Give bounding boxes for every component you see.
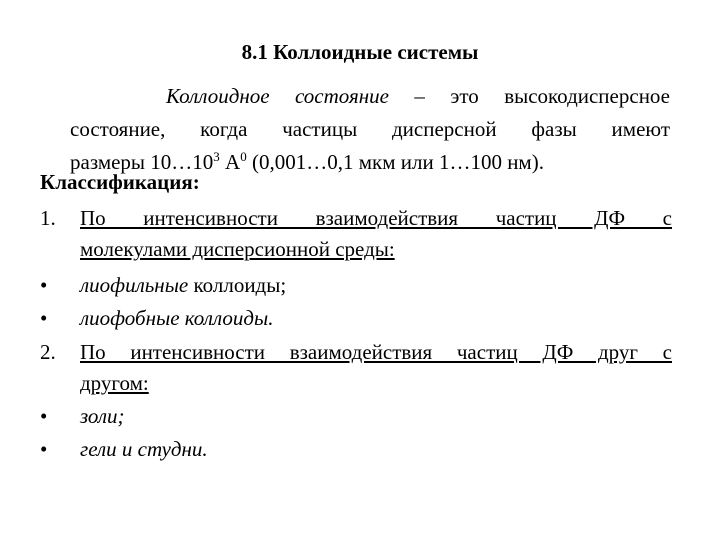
definition-line-2: состояние, когда частицы дисперсной фазы имеют (70, 117, 670, 141)
bullet-icon: • (40, 273, 48, 297)
definition-line-1 (70, 80, 670, 113)
definition-line-3: размеры $10\dots 10^3$ $А^0$ (0,001…0,1 мкм или 1…100 нм). (70, 149, 544, 174)
bullet-icon: • (40, 404, 48, 428)
list-item-2 (40, 337, 672, 399)
definition-term: Коллоидное состояние (166, 84, 389, 108)
list-item-sols: • золи; (40, 401, 672, 432)
list-item-gels: • гели и студни. (40, 434, 672, 465)
list-item-1-line-1: По интенсивности взаимодействия частиц ДФ с (80, 206, 672, 230)
list-item-2-line-1: По интенсивности взаимодействия частиц ДФ друг с (80, 340, 672, 364)
list-item-lyophilic: • лиофильные коллоиды; (40, 270, 672, 301)
classification-heading: Классификация: (40, 170, 200, 194)
definition-paragraph (70, 80, 670, 179)
bullet-icon: • (40, 437, 48, 461)
bullet-icon: • (40, 306, 48, 330)
slide-title: 8.1 Коллоидные системы (241, 40, 479, 64)
definition-line-1-rest: – это высокодисперсное (389, 84, 671, 108)
list-item-2-line-2: другом: (80, 371, 149, 395)
list-item-1 (40, 203, 672, 265)
list-item-lyophobic: • лиофобные коллоиды. (40, 303, 672, 334)
list-marker: 1. (40, 206, 56, 230)
list-marker: 2. (40, 340, 56, 364)
list-item-1-line-2: молекулами дисперсионной среды: (80, 237, 395, 261)
